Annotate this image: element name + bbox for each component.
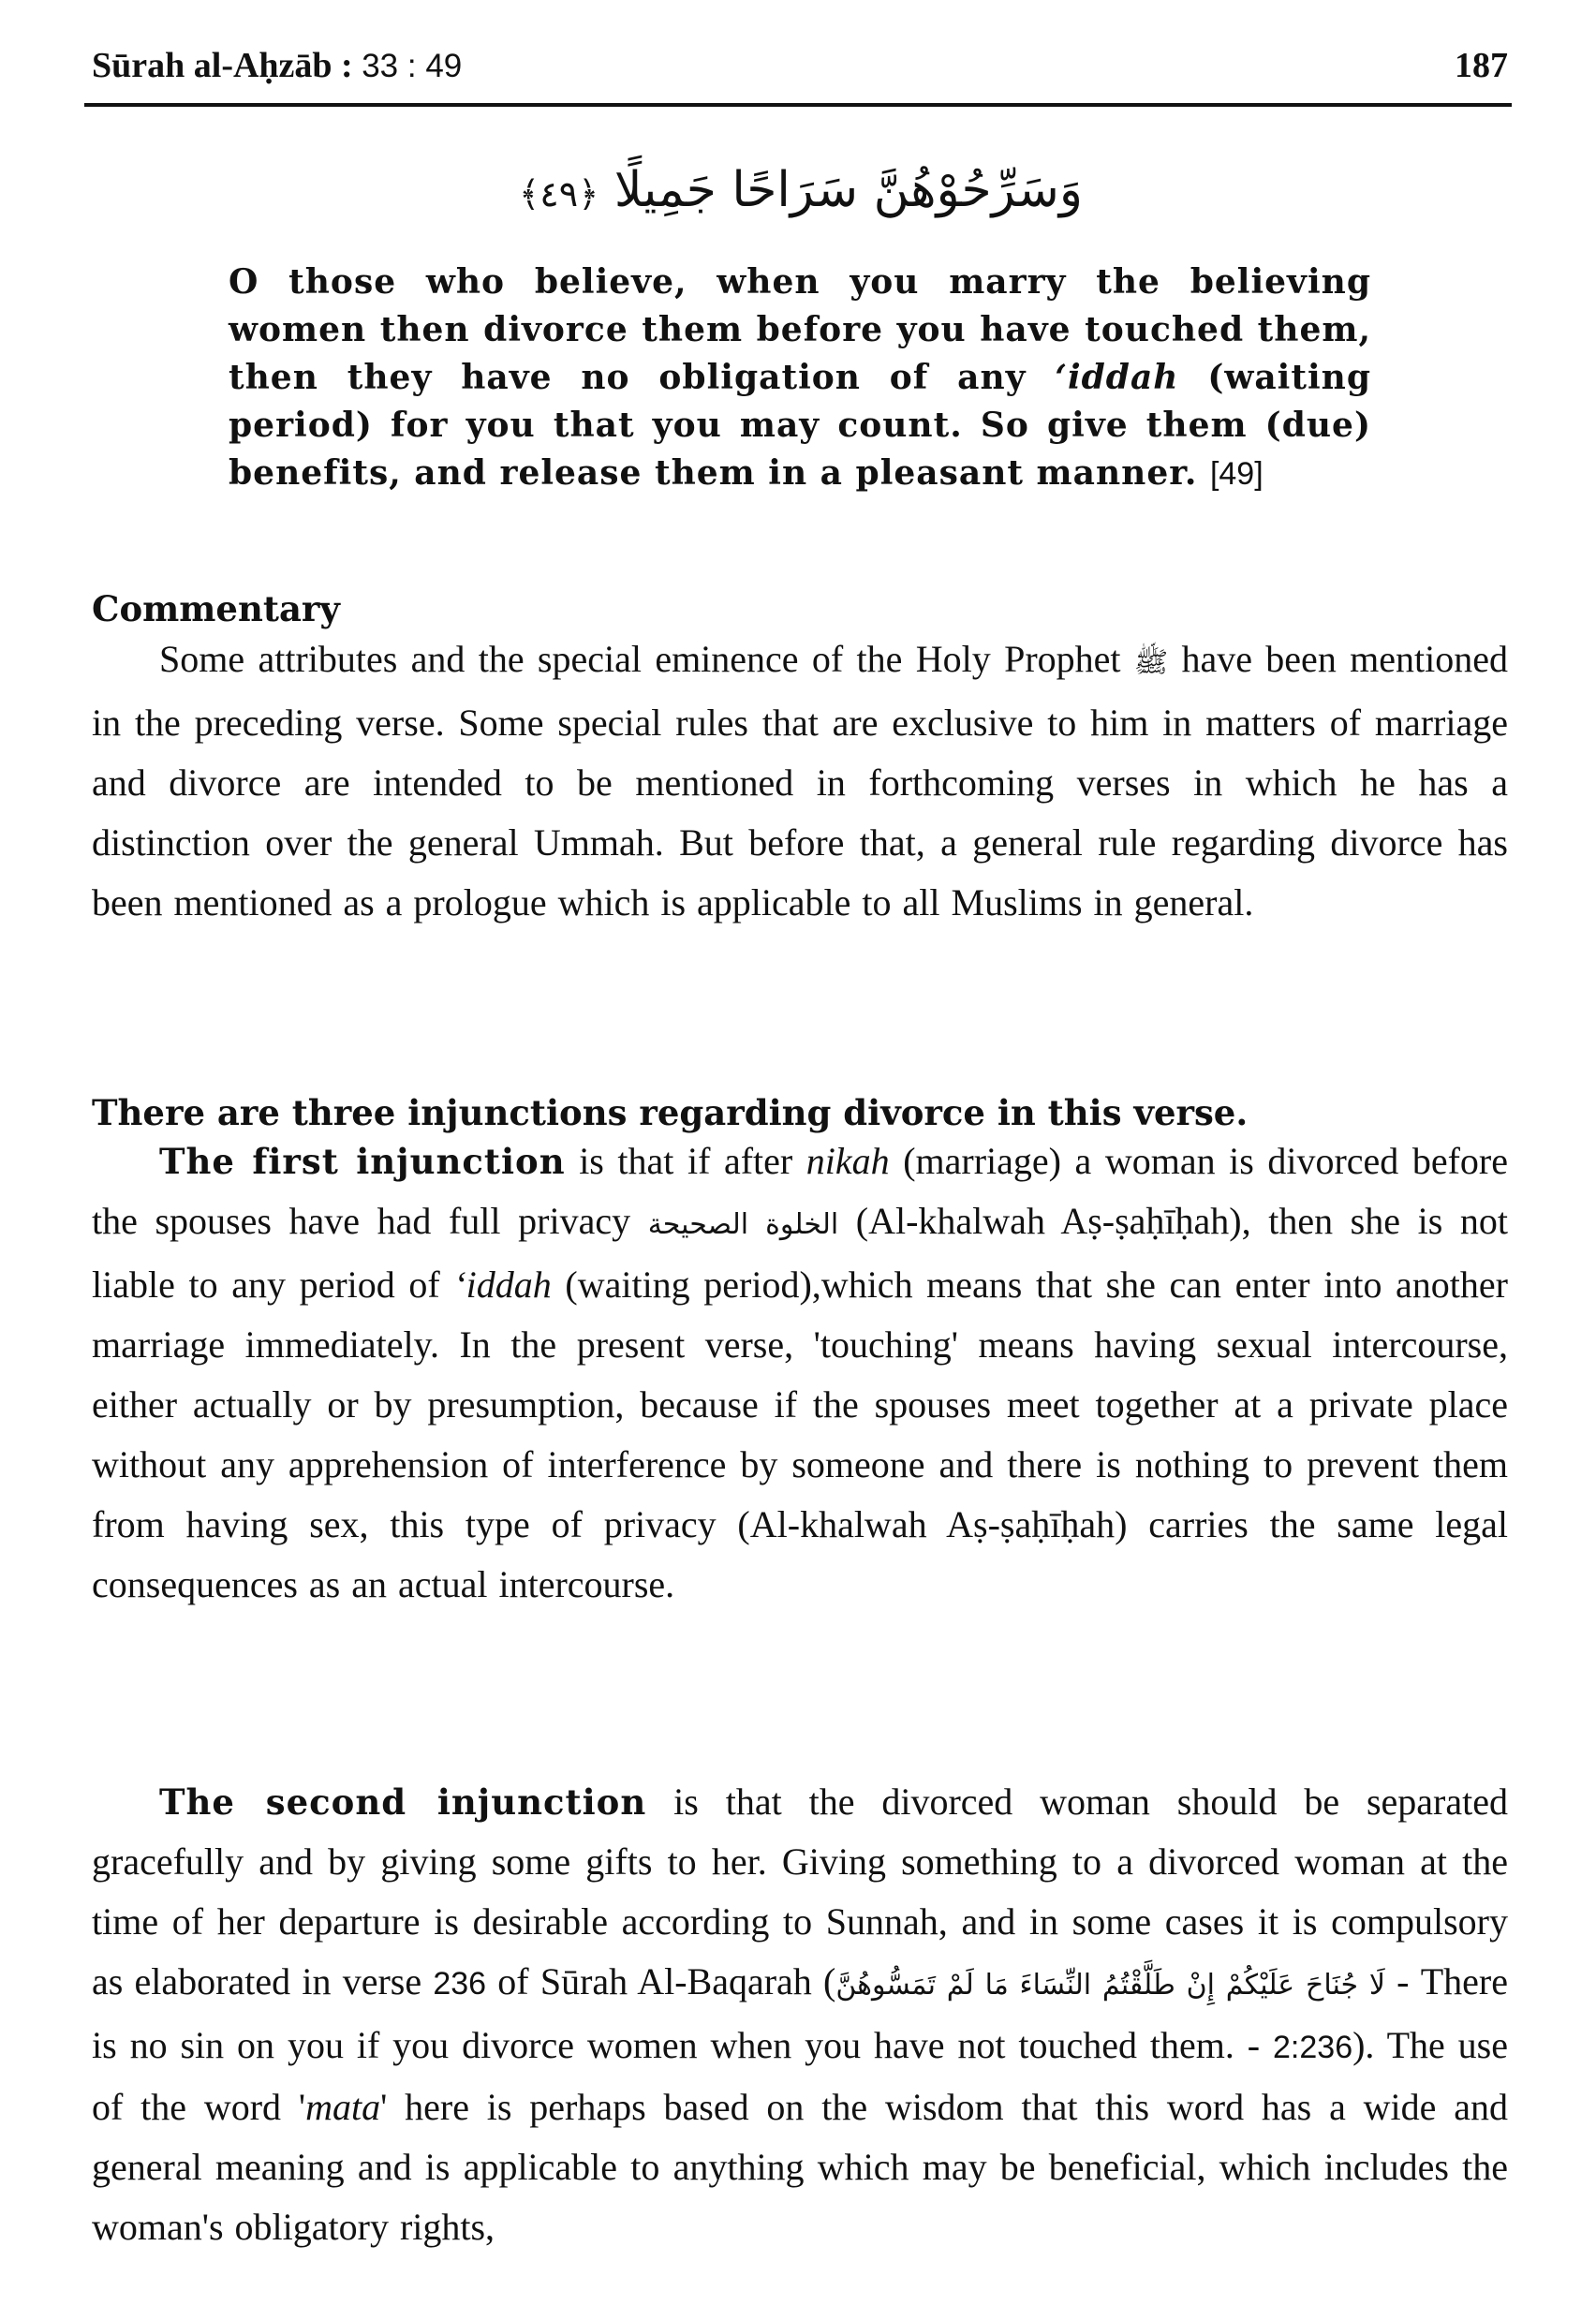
- first-injunction-lead: The first injunction: [159, 1141, 566, 1182]
- second-text-a: is that the divorced woman should be separated gracefully and by giving some gifts to her. Giving something to a divorced woman at the time of her departure is desirable according to Sunnah, and in some cases it is compulsory as elaborated in verse: [92, 1781, 1508, 2002]
- injunctions-heading: There are three injunctions regarding divorce in this verse.: [92, 1092, 1249, 1133]
- verse-end-mark: ﴿٤٩﴾: [519, 173, 599, 214]
- verse-translation: [229, 259, 1371, 498]
- translation-iddah: ‘iddah: [1055, 358, 1179, 397]
- second-verse-number: 236: [433, 1966, 487, 2002]
- first-iddah: ‘iddah: [453, 1263, 552, 1306]
- second-text-d: ). The use of the word ': [92, 2024, 1509, 2128]
- pbuh-glyph: ﷺ: [1133, 646, 1169, 679]
- first-text-a: is that if after: [565, 1140, 806, 1182]
- first-arabic-term: الخلوة الصحيحة: [647, 1208, 839, 1241]
- commentary-text-2: have been mentioned in the preceding verse. Some special rules that are exclusive to him in matters of marriage and divorce are intended to be mentioned in forthcoming verses in which he has a distinction over the general Ummah. But before that, a general rule regarding divorce has been mentioned as a prologue which is applicable to all Muslims in general.: [92, 638, 1508, 924]
- second-text-e: ' here is perhaps based on the wisdom that this word has a wide and general meaning and is applicable to anything which may be beneficial, which includes the woman's obligatory rights,: [92, 2086, 1508, 2248]
- page-number: 187: [1455, 46, 1508, 85]
- second-text-b: of Sūrah Al-Baqarah (: [486, 1960, 836, 2002]
- arabic-verse: [225, 139, 1377, 242]
- header-surah-title: [92, 45, 462, 86]
- commentary-paragraph: [92, 629, 1508, 933]
- translation-text-1: O those who believe, when you marry the believing women then divorce them before you have touched them, then they have no obligation of any: [229, 262, 1371, 397]
- first-text-c: (Al-khalwah Aṣ-ṣaḥīḥah), then she is not liable to any period of: [92, 1200, 1509, 1306]
- running-header: [92, 45, 1508, 103]
- arabic-verse-text: وَسَرِّحُوْهُنَّ سَرَاحًا جَمِيلًا: [613, 162, 1083, 218]
- commentary-heading: Commentary: [92, 588, 340, 629]
- second-text-c: - There is no sin on you if you divorce women when you have not touched them. -: [92, 1960, 1508, 2066]
- first-nikah: nikah: [805, 1140, 890, 1182]
- second-injunction-paragraph: [92, 1772, 1508, 2257]
- verse-number: [49]: [1209, 456, 1264, 492]
- first-injunction-paragraph: [92, 1131, 1508, 1615]
- second-injunction-lead: The second injunction: [159, 1781, 647, 1823]
- header-verse-reference: 33 : 49: [362, 48, 463, 84]
- second-mata: mata: [305, 2086, 381, 2128]
- header-surah-name: Sūrah al-Aḥzāb :: [92, 46, 353, 85]
- first-text-b: (marriage) a woman is divorced before the spouses have had full privacy: [92, 1140, 1509, 1242]
- translation-text-2: (waiting period) for you that you may count. So give them (due) benefits, and release them in a pleasant manner.: [229, 358, 1371, 493]
- commentary-text-1: Some attributes and the special eminence of the Holy Prophet: [159, 638, 1134, 680]
- first-text-d: (waiting period),which means that she can enter into another marriage immediately. In the present verse, 'touching' means having sexual intercourse, either actually or by presumption, because if the spouses meet together at a private place without any apprehension of interference by someone and there is nothing to prevent them from having sex, this type of privacy (Al-khalwah Aṣ-ṣaḥīḥah) carries the same legal consequences as an actual intercourse.: [92, 1263, 1508, 1605]
- second-citation: 2:236: [1273, 2030, 1353, 2065]
- second-arabic-quote: لَا جُنَاحَ عَلَيْكُمْ إِنْ طَلَّقْتُمُ النِّسَاءَ مَا لَمْ تَمَسُّوهُنَّ: [835, 1969, 1385, 2002]
- header-rule: [84, 103, 1512, 107]
